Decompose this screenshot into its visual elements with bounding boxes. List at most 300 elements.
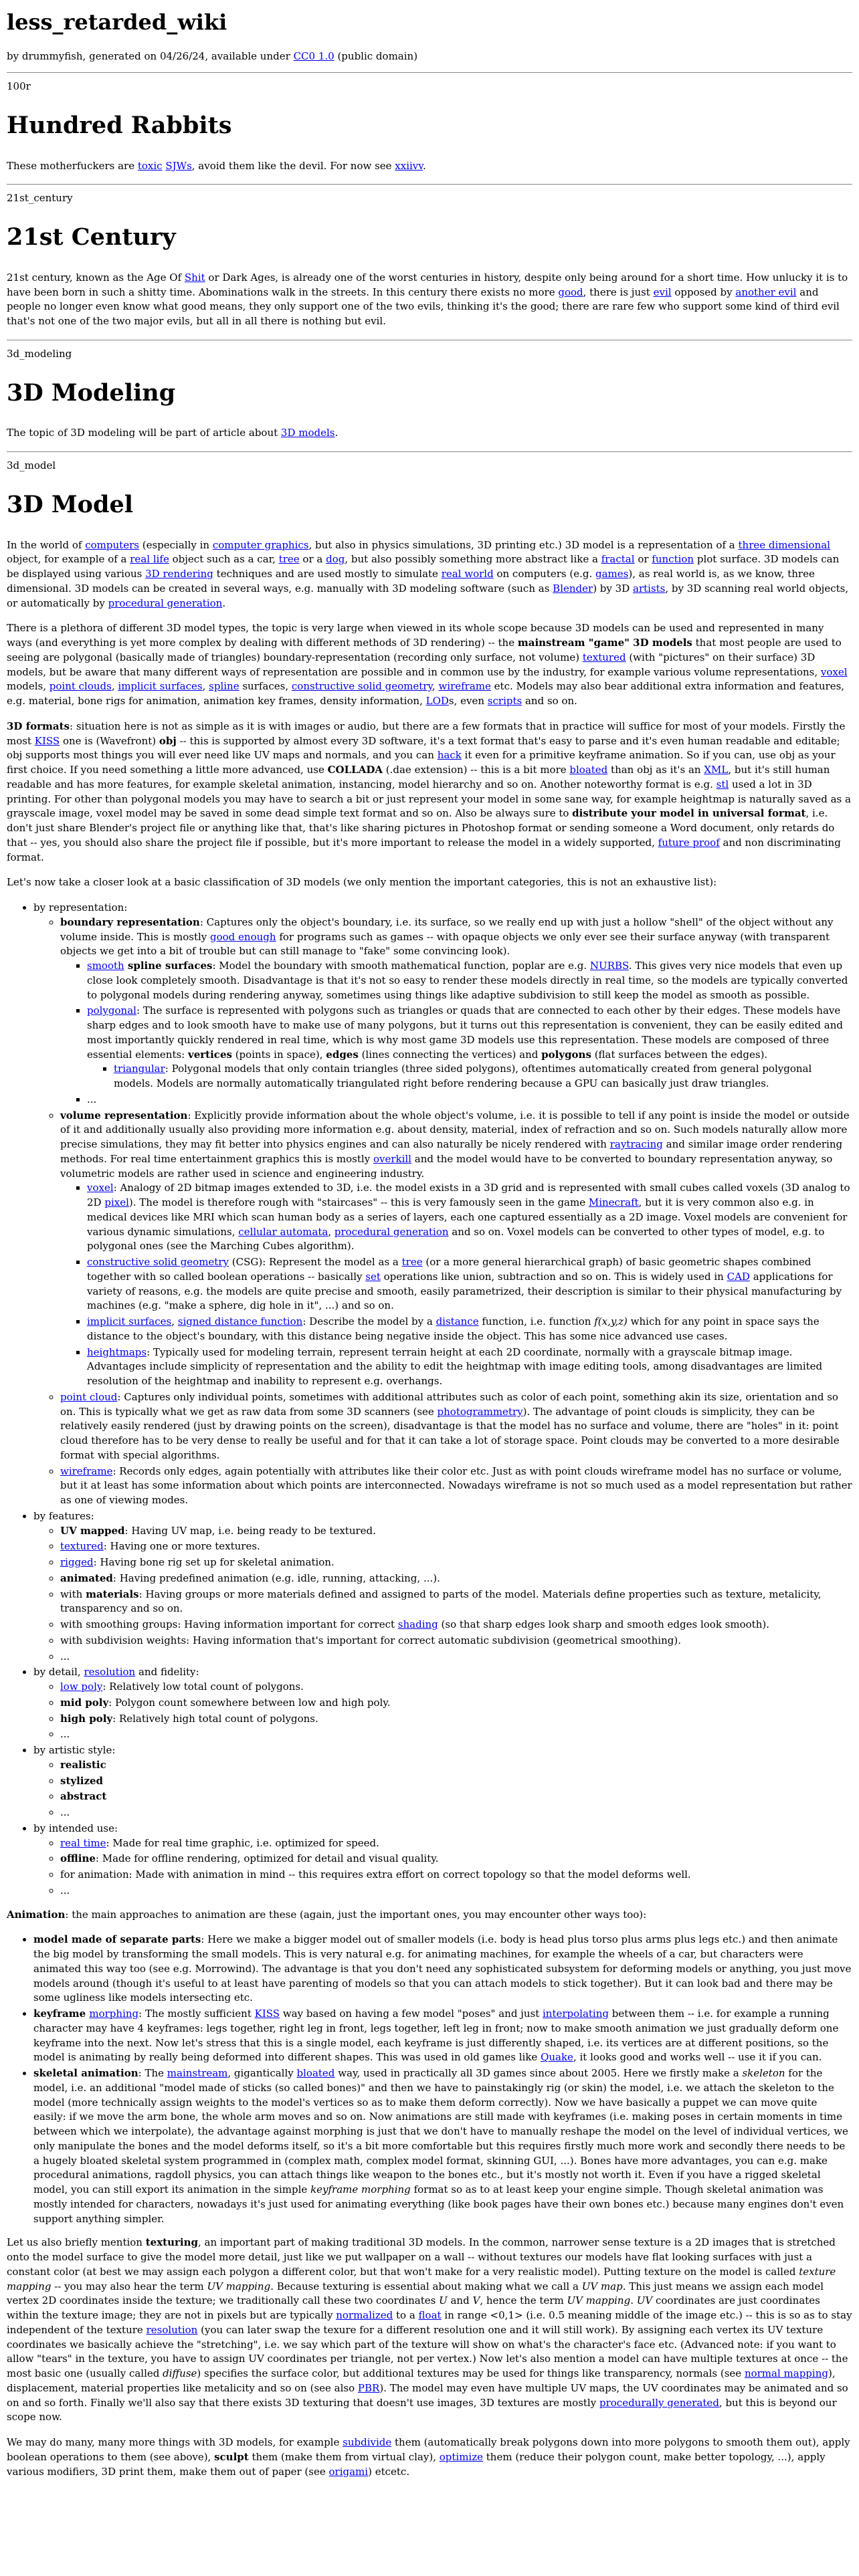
- link-nurbs[interactable]: NURBS: [589, 960, 629, 972]
- final-paragraph: [7, 2436, 852, 2479]
- bold-text: distribute your model in universal format: [572, 807, 806, 820]
- link-quake[interactable]: Quake: [541, 2051, 573, 2064]
- animation-intro: [7, 1908, 852, 1923]
- italic-text: UV mapping: [207, 2280, 271, 2292]
- italic-text: UV: [636, 2294, 653, 2307]
- sub-list: [33, 1758, 852, 1820]
- text: , but also in physics simulations, 3D printing etc.) 3D model is a representation of a: [308, 538, 739, 551]
- divider: [7, 72, 852, 73]
- italic-text: UV mapping: [567, 2294, 631, 2307]
- text: 21st century, known as the Age Of: [7, 271, 185, 284]
- text: one is (Wavefront): [60, 734, 159, 747]
- link-bloated[interactable]: bloated: [569, 764, 608, 776]
- text: object such as a car,: [169, 553, 279, 566]
- text: which for any point in space says the distance to the object's boundary, with this distance being negative inside the object. This has some nice advanced use cases.: [87, 1315, 820, 1342]
- text: ,: [432, 680, 439, 693]
- text: : Relatively high total count of polygons.: [112, 1712, 318, 1725]
- link-3d-rendering[interactable]: 3D rendering: [145, 568, 213, 580]
- sub-list: [87, 1062, 852, 1091]
- text: for the model, i.e. an additional "model made of sticks (so called bones)" and then we have to painstakingly rig (or skin) the model, i.e. we attach the skeleton to the model (more technically assign weights to the model's vertices so as to make them deform correctly). Now we have basically a puppet we can move quite easily: if we move the arm bone, the whole arm moves and so on. Now animations are still made with keyframes (i.e. making poses in certain moments in time between which we interpolate), the advantage against morphing is just that we don't have to manually reshape the model on the level of individual vertices, we only manipulate the bones and the model deforms itself, so it's a bit more comfortable but this requires firstly much more work and secondly there needs to be a hugely bloated skeletal system programmed in (complex math, complex model format, skinning GUI, ...). Bones have more advantages, you can e.g. make procedural animations, ragdoll physics, you can attach things like weapon to the bones etc., but it's mostly not worth it. Even if you have a rigged skeletal model, you can still export its animation in the simple: [33, 2067, 848, 2196]
- link-low-poly[interactable]: low poly: [60, 1681, 103, 1693]
- list-item: [87, 1181, 852, 1254]
- list-item: [60, 1852, 852, 1866]
- link-pixel[interactable]: pixel: [104, 1196, 129, 1209]
- link-xxiivv[interactable]: xxiivv: [395, 159, 423, 172]
- text: , gigantically: [227, 2067, 297, 2080]
- list-item: [60, 1539, 852, 1554]
- italic-text: U: [439, 2294, 448, 2307]
- sub-list: [60, 1181, 852, 1389]
- article-title-3d-modeling: 3D Modeling: [7, 379, 176, 407]
- link-signed-distance-function[interactable]: signed distance function: [177, 1315, 303, 1328]
- text: : Typically used for modeling terrain, represent terrain height at each 2D coordinate, normally with a grayscale bitmap image. Advantages include simplicity of representation and the ability to edit the heightmap with image editing tools, among disadvantages are limited resolution of the heightmap and inability to represent e.g. overhangs.: [87, 1346, 823, 1388]
- bold-text: animated: [60, 1572, 113, 1584]
- link-future-proof[interactable]: future proof: [658, 836, 720, 849]
- list-item: [60, 1524, 852, 1539]
- bold-text: obj: [159, 734, 177, 747]
- link-origami[interactable]: origami: [328, 2465, 369, 2478]
- text: , it looks good and works well -- use it if you can.: [573, 2051, 822, 2064]
- list-label: by artistic style:: [33, 1744, 116, 1757]
- link-three-dimensional[interactable]: three dimensional: [738, 538, 830, 551]
- link-pbr[interactable]: PBR: [357, 2381, 380, 2394]
- article-title-21st-century: 21st Century: [7, 223, 176, 251]
- text: : Explicitly provide information about the whole object's volume, i.e. it is possible to tell if any point is inside the model or outside of it and additionally usually also providing more information e.g. about density, material, index of refraction and so on. Such models naturally allow more precise simulations, they may fit better into physics engines and can also naturally be nicely rendered with: [60, 1109, 850, 1151]
- modeling-paragraph: [7, 426, 852, 441]
- text: There is a plethora of different 3D model types, the topic is very large when viewed in its whole scope because 3D models can be used and represented in many ways (and everything is yet more complex by dealing with different methods of 3D rendering) -- the: [7, 622, 824, 649]
- text: , an important part of making traditional 3D models. In the common, narrower sense texture is a 2D images that is stretched onto the model surface to give the model more detail, just like we put wallpaper on a wall -- without textures our models have flat looking surfaces with just a constant color (at best we may assign each polygon a different color, but that won't make for a very realistic model). Putting texture on the model is called: [7, 2236, 836, 2278]
- link-hack[interactable]: hack: [437, 749, 462, 762]
- text: format so as to at least keep your engine simple. Though skeletal animation was mostly intended for characters, nowadays it's just used for animating everything (like book pages have their own bones etc.) because many engines don't even support anything simpler.: [33, 2183, 844, 2225]
- text: : Made for offline rendering, optimized for detail and visual quality.: [95, 1852, 439, 1865]
- link-kiss[interactable]: KISS: [34, 734, 60, 747]
- text: , but also possibly something more abstract like a: [345, 553, 601, 566]
- century-paragraph: [7, 271, 852, 329]
- text: , hence the term: [480, 2294, 567, 2307]
- bold-text: abstract: [60, 1790, 107, 1803]
- link-kiss-2[interactable]: KISS: [254, 2008, 280, 2020]
- file-name-3d-model: 3d_model: [7, 459, 56, 472]
- text: Let us also briefly mention: [7, 2236, 146, 2249]
- sub-list: [33, 1836, 852, 1899]
- list-item: [33, 2066, 852, 2226]
- text: applications for variety of reasons, e.g. the models are quite precise and smooth, easily parametrized, their description is similar to their physical manufacturing by machines (e.g. "make a sphere, dig hole in it", ...) and so on.: [87, 1270, 842, 1312]
- ellipsis: ...: [87, 1093, 97, 1105]
- link-resolution-2[interactable]: resolution: [146, 2323, 198, 2336]
- text: : Having groups or more materials defined and assigned to parts of the model. Materials define properties such as texture, metalicity, transparency and so on.: [60, 1588, 822, 1615]
- bold-text: edges: [326, 1048, 359, 1061]
- animation-list: [7, 1933, 852, 2226]
- text: ). The model may even have multiple UV maps, the UV coordinates may be animated and so on and so forth. Finally we'll also say that there exists 3D texturing that doesn't use images, 3D textures are mostly: [7, 2381, 848, 2409]
- page: [0, 7, 859, 2479]
- text: and non discriminating format.: [7, 836, 841, 863]
- list-item: [87, 959, 852, 1002]
- text: : Polygon count somewhere between low and high poly.: [108, 1696, 391, 1709]
- link-normal-mapping[interactable]: normal mapping: [744, 2367, 828, 2380]
- link-textured[interactable]: textured: [582, 651, 626, 663]
- link-subdivide[interactable]: subdivide: [343, 2436, 392, 2449]
- license-link[interactable]: CC0 1.0: [293, 50, 335, 63]
- text: with smoothing groups: Having information important for correct: [60, 1618, 398, 1631]
- link-lod[interactable]: LOD: [425, 695, 449, 708]
- list-label: by features: [33, 1509, 91, 1522]
- text: models,: [7, 680, 50, 693]
- text: , i.e. don't just share Blender's project file or anything like that, that's like sharing pictures in Photoshop format or sending someone a Word document, only retards do that -- yes, you should also share the project file if possible, but it's more important to release the model in a widely supported,: [7, 807, 835, 849]
- italic-text: diffuse: [163, 2367, 197, 2380]
- text: surfaces,: [239, 680, 292, 693]
- link-smooth[interactable]: smooth: [87, 960, 124, 972]
- text: -- this is supported by almost every 3D software, it's a text format that's easy to parse and it's even human readable and editable; obj supports most things you will ever need like UV maps and normals, and you can: [7, 734, 840, 762]
- link-point-cloud[interactable]: point cloud: [60, 1390, 118, 1403]
- bold-text: texturing: [145, 2236, 198, 2249]
- text: ), displacement, material properties like metalicity and so on (see also: [7, 2367, 836, 2394]
- text: than obj as it's an: [607, 764, 704, 776]
- link-good[interactable]: good: [558, 286, 583, 298]
- divider: [7, 451, 852, 452]
- link-games[interactable]: games: [595, 568, 629, 580]
- link-tree-2[interactable]: tree: [401, 1256, 423, 1269]
- link-heightmaps[interactable]: heightmaps: [87, 1346, 147, 1358]
- text: , avoid them like the devil. For now see: [191, 159, 395, 172]
- link-polygonal[interactable]: polygonal: [87, 1004, 136, 1017]
- generated-text: by drummyfish, generated on 04/26/24, available under: [7, 50, 294, 63]
- model-classification-intro: Let's now take a closer look at a basic classification of 3D models (we only mention the important categories, this is not an exhaustive list):: [7, 876, 717, 889]
- text: ,: [171, 1315, 178, 1328]
- list-item: [60, 1696, 852, 1711]
- list-item: [60, 1790, 852, 1804]
- link-procedurally-generated[interactable]: procedurally generated: [599, 2396, 719, 2409]
- list-item: [60, 1758, 852, 1773]
- link-shading[interactable]: shading: [397, 1618, 438, 1631]
- list-item: [60, 1774, 852, 1789]
- text: to a: [393, 2309, 419, 2322]
- text: ) by 3D: [593, 582, 633, 595]
- link-set[interactable]: set: [365, 1270, 381, 1283]
- text: : Describe the model by a: [302, 1315, 436, 1328]
- text: by detail,: [33, 1666, 84, 1679]
- link-raytracing[interactable]: raytracing: [609, 1138, 663, 1151]
- link-shit[interactable]: Shit: [184, 271, 205, 284]
- bold-text: offline: [60, 1852, 96, 1865]
- text: ). The model is therefore rough with "staircases" -- this is very famously seen in the game: [128, 1196, 589, 1209]
- text: The topic of 3D modeling will be part of article about: [7, 427, 281, 439]
- bold-text: skeletal animation: [33, 2067, 138, 2080]
- text: and so on.: [522, 695, 577, 708]
- link-procedural-generation-2[interactable]: procedural generation: [334, 1225, 449, 1238]
- text: and fidelity:: [135, 1666, 199, 1679]
- list-item: ◦ for animation: Made with animation in mind -- this requires extra effort on correct topology so that the model deforms well.: [60, 1868, 852, 1883]
- texturing-paragraph: [7, 2236, 852, 2425]
- text: : Captures only individual points, sometimes with additional attributes such as color of each point, something akin its size, orientation and so on. This is typically what we get as raw data from some 3D scanners (see: [60, 1390, 838, 1418]
- italic-text: texture mapping: [7, 2265, 836, 2292]
- text: : Polygonal models that only contain triangles (three sided polygons), oftentimes automatically created from general polygonal models. Models are normally automatically triangulated right before rendering because a GPU can basically just draw triangles.: [114, 1063, 812, 1090]
- link-sjws[interactable]: SJWs: [165, 159, 192, 172]
- link-implicit-surfaces-2[interactable]: implicit surfaces: [87, 1315, 172, 1328]
- text: -- you may also hear the term: [51, 2280, 207, 2292]
- text: (so that sharp edges look sharp and smooth edges look smooth).: [438, 1618, 769, 1631]
- link-resolution[interactable]: resolution: [84, 1666, 136, 1679]
- bold-text: stylized: [60, 1774, 104, 1787]
- text: , but it is very common also e.g. in medical devices like MRI which scan human body as a series of layers, each one captured essentially as a 2D image. Voxel models are convenient for various dynamic simulations,: [87, 1196, 848, 1238]
- link-cad[interactable]: CAD: [727, 1270, 750, 1283]
- text: s, even: [448, 695, 488, 708]
- text: (.dae extension) -- this is a bit more: [383, 764, 570, 776]
- text: : situation here is not as simple as it is with images or audio, but there are a few formats that in practice will suffice for most of your models. Firstly the most: [7, 720, 846, 747]
- link-voxel-item[interactable]: voxel: [87, 1182, 114, 1194]
- link-optimize[interactable]: optimize: [439, 2450, 483, 2463]
- text: way based on having a few model "poses" and just: [280, 2008, 543, 2020]
- link-stl[interactable]: stl: [716, 778, 729, 790]
- text: ), as real world is, as we know, three dimensional. 3D models can be created in several ways, e.g. manually with 3D modeling software (such as: [7, 568, 815, 595]
- list-item: [33, 1933, 852, 2006]
- text: and the model would have to be converted to boundary representation anyway, so volumetric models are rather used in science and engineering industry.: [60, 1152, 833, 1180]
- text: ,: [111, 680, 118, 693]
- list-item: [60, 1712, 852, 1727]
- link-photogrammetry[interactable]: photogrammetry: [437, 1405, 523, 1418]
- text: : Model the boundary with smooth mathematical function, poplar are e.g.: [212, 960, 590, 972]
- link-toxic[interactable]: toxic: [137, 159, 163, 172]
- text: plot surface. 3D models can be displayed using various: [7, 553, 840, 580]
- link-dog[interactable]: dog: [326, 553, 345, 566]
- bold-text: polygons: [541, 1048, 591, 1061]
- text: opposed by: [671, 286, 736, 298]
- link-normalized[interactable]: normalized: [336, 2309, 393, 2322]
- link-voxel[interactable]: voxel: [820, 665, 848, 678]
- text: way, used in practically all 3D games since about 2005. Here we firstly make a: [335, 2067, 743, 2080]
- text: between them -- i.e. for example a running character may have 4 keyframes: legs together, right leg in front, legs together, left leg in front; now to make smooth animation we just gradually deform one keyframe into the next. Now let's stress that this is a single model, each keyframe is just differently shaped, i.e. its vertices are at different positions, so the model is animating by really being deformed into different shapes. This was used in old games like: [33, 2008, 839, 2064]
- link-another-evil[interactable]: another evil: [735, 286, 797, 298]
- text: them (automatically break polygons down into more polygons to smooth them out), apply boolean operations to them (see above),: [7, 2436, 850, 2463]
- text: In the world of: [7, 538, 86, 551]
- text: (you can later swap the texure for a different resolution one and it will still work). By assigning each vertex its UV texture coordinates we basically achieve the "stretching", i.e. we say which part of the texture will show on what's the character's face etc. (Advanced note: if you want to allow "tears" in the texture, you have to assign UV coordinates per triangle, not per vertex.) Now let's also mention a model can have multiple textures at once -- the most basic one (usually called: [7, 2323, 848, 2380]
- text: : Having predefined animation (e.g. idle, running, attacking, ...).: [112, 1572, 440, 1584]
- list-item: [114, 1062, 852, 1091]
- link-rigged[interactable]: rigged: [60, 1556, 94, 1569]
- text: or Dark Ages, is already one of the worst centuries in history, despite only being around for a short time. How unlucky it is to have been born in such a shitty time. Abominations walk in the streets. In this century there exists no more: [7, 271, 848, 298]
- text: .: [630, 2294, 637, 2307]
- list-item: ◦ ...: [60, 1884, 852, 1899]
- text: and similar image order rendering methods. For real time entertainment graphics this is mostly: [60, 1138, 843, 1165]
- bold-text: realistic: [60, 1758, 106, 1771]
- text: : Made for real time graphic, i.e. optimized for speed.: [106, 1836, 379, 1849]
- text: and people no longer even know what good means, they only support one of the two evils, thinking it's the good; there are rare few who support some kind of third evil that's not one of the two major evils, but all in all there is nothing but evil.: [7, 286, 840, 328]
- bold-text: model made of separate parts: [33, 1933, 201, 1946]
- text: : Relatively low total count of polygons.: [102, 1681, 304, 1693]
- text: it even for a primitive keyframe animation. So if you can, use obj as your first choice. If you need something a little more advanced, use: [7, 749, 836, 776]
- link-interpolating[interactable]: interpolating: [543, 2008, 609, 2020]
- bold-text: sculpt: [214, 2450, 249, 2463]
- hundred-paragraph: [7, 159, 852, 174]
- italic-text: V: [472, 2294, 480, 2307]
- text: coordinates are just coordinates within the texture image; they are not in pixels but are typically: [7, 2294, 820, 2322]
- list-item: [60, 1572, 852, 1586]
- bold-text: Animation: [7, 1908, 66, 1921]
- text: , but it's still human readable and has more features, for example skeletal animation, instancing, model hierarchy and so on. Another noteworthy format is e.g.: [7, 764, 830, 790]
- list-item: [60, 1836, 852, 1851]
- list-item: [33, 1665, 852, 1742]
- list-item: [60, 1618, 852, 1632]
- text: : Analogy of 2D bitmap images extended to 3D, i.e. the model exists in a 3D grid and is represented with small cubes called voxels (3D analog to 2D: [87, 1182, 850, 1209]
- text: (especially in: [138, 538, 213, 551]
- sub-list: [33, 916, 852, 1508]
- list-item: [60, 1680, 852, 1695]
- text: for programs such as games -- with opaque objects we only ever see their surface anyway (with transparent objects we get into a bit of trouble but can still manage to "fake" some convincing look).: [60, 930, 830, 958]
- text: etc. Models may also bear additional extra information and features, e.g. material, bone rigs for animation, animation key frames, density information,: [7, 680, 845, 708]
- text: (points in space),: [231, 1048, 326, 1061]
- link-morphing[interactable]: morphing: [89, 2008, 139, 2020]
- link-spline[interactable]: spline: [209, 680, 240, 693]
- list-item: [60, 916, 852, 1107]
- text: : Records only edges, again potentially with attributes like their color etc. Just as with point clouds wireframe model has no surface or volume, but it at least has some information about which points are interconnected. Nowadays wireframe is not so much used as a model representation but rather as one of viewing modes.: [60, 1465, 852, 1507]
- list-item: [87, 1315, 852, 1344]
- text: techniques and are used mostly to simulate: [213, 568, 442, 580]
- text: ) etcetc.: [368, 2465, 410, 2478]
- bold-text: boundary representation: [60, 916, 200, 928]
- italic-text: skeleton: [742, 2067, 785, 2080]
- text: (with "pictures" on their surface) 3D models, but be aware that many different ways of representation are possible and in common use by the industry, for example various volume representations,: [7, 651, 821, 678]
- list-item: [60, 1465, 852, 1508]
- link-artists[interactable]: artists: [633, 582, 666, 595]
- link-real-life[interactable]: real life: [130, 553, 169, 566]
- bold-text: COLLADA: [327, 764, 383, 776]
- italic-text: f(x,y,z): [594, 1315, 628, 1328]
- link-function[interactable]: function: [652, 553, 694, 566]
- list-item: [87, 1004, 852, 1091]
- text: ) specifies the surface color, but additional textures may be used for things like transparency, normals (see: [197, 2367, 745, 2380]
- link-computers[interactable]: computers: [85, 538, 139, 551]
- bold-text: materials: [86, 1588, 139, 1600]
- text: and so on. Voxel models can be converted to other types of model, e.g. to polygonal ones (see the Marching Cubes algorithm).: [87, 1225, 825, 1253]
- text: . This just means we assign each model vertex 2D coordinates inside the texture; we traditionally call these two coordinates: [7, 2280, 824, 2307]
- list-item: [87, 1255, 852, 1313]
- bold-text: surfaces: [161, 960, 213, 972]
- file-name-3d-modeling: 3d_modeling: [7, 347, 72, 360]
- list-item: [60, 1555, 852, 1570]
- link-overkill[interactable]: overkill: [373, 1152, 411, 1165]
- link-minecraft[interactable]: Minecraft: [588, 1196, 639, 1209]
- text: : The: [138, 2067, 167, 2080]
- site-title: less_retarded_wiki: [7, 9, 227, 35]
- link-triangular[interactable]: triangular: [114, 1063, 165, 1075]
- text: ,: [328, 1225, 335, 1238]
- text: and: [447, 2294, 473, 2307]
- list-item: [33, 1822, 852, 1899]
- list-item: [60, 1109, 852, 1389]
- link-3d-models[interactable]: 3D models: [280, 427, 335, 439]
- text: . Because texturing is essential about making what we call a: [270, 2280, 582, 2292]
- link-wireframe-2[interactable]: wireframe: [60, 1465, 113, 1477]
- link-tree[interactable]: tree: [278, 553, 300, 566]
- model-formats-paragraph: [7, 720, 852, 865]
- link-procedural-generation[interactable]: procedural generation: [108, 597, 223, 609]
- list-label: by representation: [33, 901, 124, 914]
- text: on computers (e.g.: [493, 568, 596, 580]
- list-item: • by representation: ◦ boundary representation: Captures only the object's boundary, i.e. its surface, so we really end up with just a hollow "shell" of the object without any volume inside. This is mostly good enough for programs such as games -- with opaque objects we only ever see their surface anyway (with transparent objects we get into a bit of trouble but can still manage to "fake" some convincing look). ▪ smooth spline surfaces: Model the boundary with smooth mathematical function, poplar are e.g. NURBS. This gives very nice models that even up close look completely smooth. Disadvantage is that it's not so easy to render these models directly in real time, so the models are typically converted to polygonal models during rendering anyway, sometimes using things like adaptive subdivision to still keep the model as smooth as possible. ▪ polygonal: The surface is represented with polygons such as triangles or quads that are connected to each other by their edges. These models have sharp edges and to look smooth have to make use of many polygons, but it turns out this representation is convenient, they can be easily edited and most importantly quickly rendered in real time, which is why most game 3D models use this representation. These models are composed of three essential elements: vertices (points in space), edges (lines connecting the vertices) and polygons (flat surfaces between the edges). ▪ triangular: Polygonal models that only contain triangles (three sided polygons), oftentimes automatically created from general polygonal models. Models are normally automatically triangulated right before rendering because a GPU can basically just draw triangles. ▪ ... ◦ volume representation: Explicitly provide information about the whole object's volume, i.e. it is possible to tell if any point is inside the model or outside of it and additionally usually also providing more information e.g. about density, material, index of refraction and so on. Such models naturally allow more precise simulations, they may fit better into physics engines and can also naturally be nicely rendered with raytracing and similar image order rendering methods. For real time entertainment graphics this is mostly overkill and the model would have to be converted to boundary representation anyway, so volumetric models are rather used in science and engineering industry. ▪ voxel: Analogy of 2D bitmap images extended to 3D, i.e. the model exists in a 3D grid and is represented with small cubes called voxels (3D analog to 2D pixel). The model is therefore rough with "staircases" -- this is very famously seen in the game Minecraft, but it is very common also e.g. in medical devices like MRI which scan human body as a series of layers, each one captured essentially as a 2D image. Voxel models are convenient for various dynamic simulations, cellular automata, procedural generation and so on. Voxel models can be converted to other types of model, e.g. to polygonal ones (see the Marching Cubes algorithm). ▪ constructive solid geometry (CSG): Represent the model as a tree (or a more general hierarchical graph) of basic geometric shapes combined together with so called boolean operations -- basically set operations like union, subtraction and so on. This is widely used in CAD applications for variety of reasons, e.g. the models are quite precise and smooth, easily parametrized, their description is similar to their physical manufacturing by machines (e.g. "make a sphere, dig hole in it", ...) and so on. ▪ implicit surfaces, signed distance function: Describe the model by a distance function, i.e. function f(x,y,z) which for any point in space says the distance to the object's boundary, with this distance being negative inside the object. This has some nice advanced use cases. ▪ heightmaps: Typically used for modeling terrain, represent terrain height at each 2D coordinate, normally with a grayscale bitmap image. Advantages include simplicity of representation and the ability to edit the heightmap with image editing tools, among disadvantages are limited resolution of the heightmap and inability to represent e.g. overhangs. ◦ point cloud: Captures only individual points, sometimes with additional attributes such as color of each point, something akin its size, orientation and so on. This is typically what we get as raw data from some 3D scanners (see photogrammetry). The advantage of point clouds is simplicity, they can be relatively easily rendered (just by drawing points on the screen), disadvantage is that the model has no surface and volume, there are "holes" in it: point cloud therefore has to be very dense to really be useful and for that it can take a lot of storage space. Point clouds may be converted to a more desirable format with special algorithms. ◦ wireframe: Records only edges, again potentially with attributes like their color etc. Just as with point clouds wireframe model has no surface or volume, but it at least has some information about which points are interconnected. Nowadays wireframe is not so much used as a model representation but rather as one of viewing modes.: [33, 901, 852, 1508]
- link-evil[interactable]: evil: [653, 286, 672, 298]
- text: : Having bone rig set up for skeletal animation.: [93, 1556, 335, 1569]
- link-csg[interactable]: constructive solid geometry: [87, 1256, 229, 1269]
- bold-text: spline: [124, 960, 162, 972]
- text: : Having one or more textures.: [103, 1540, 260, 1553]
- italic-text: keyframe morphing: [310, 2183, 411, 2196]
- link-computer-graphics[interactable]: computer graphics: [212, 538, 309, 551]
- generated-line: [7, 49, 852, 64]
- bold-text: mid poly: [60, 1696, 109, 1709]
- bold-text: high poly: [60, 1712, 113, 1725]
- link-fractal[interactable]: fractal: [601, 553, 635, 566]
- text: (or a more general hierarchical graph) of basic geometric shapes combined together with so called boolean operations -- basically: [87, 1256, 812, 1283]
- bold-text: mainstream "game" 3D models: [517, 637, 692, 649]
- link-xml[interactable]: XML: [704, 764, 729, 776]
- list-item: [33, 1743, 852, 1820]
- link-float[interactable]: float: [418, 2309, 442, 2322]
- text: operations like union, subtraction and so on. This is widely used in: [380, 1270, 727, 1283]
- article-title-3d-model: 3D Model: [7, 490, 134, 518]
- sub-list: [33, 1524, 852, 1665]
- link-implicit-surfaces[interactable]: implicit surfaces: [118, 680, 203, 693]
- text: : Having UV map, i.e. being ready to be textured.: [124, 1524, 376, 1537]
- divider: [7, 184, 852, 185]
- text: them (reduce their polygon count, make better topology, ...), apply various modifiers, 3D print them, make them out of paper (see: [7, 2450, 826, 2478]
- list-item: [87, 1346, 852, 1389]
- classification-list: [7, 901, 852, 1899]
- text: or a: [299, 553, 326, 566]
- list-item: ◦ ...: [60, 1806, 852, 1820]
- link-cellular-automata[interactable]: cellular automata: [238, 1225, 328, 1238]
- text: them (make them from virtual clay),: [248, 2450, 440, 2463]
- link-wireframe[interactable]: wireframe: [438, 680, 491, 693]
- link-constructive-solid-geometry[interactable]: constructive solid geometry: [291, 680, 432, 693]
- bold-text: vertices: [188, 1048, 232, 1061]
- text: .: [422, 159, 426, 172]
- link-real-world[interactable]: real world: [441, 568, 494, 580]
- link-point-clouds[interactable]: point clouds: [49, 680, 112, 693]
- text: ). The advantage of point clouds is simplicity, they can be relatively easily rendered (just by drawing points on the screen), disadvantage is that the model has no surface and volume, there are "holes" in it: point cloud therefore has to be very dense to really be useful and for that it can take a lot of storage space. Point clouds may be converted to a more desirable format with special algorithms.: [60, 1405, 840, 1461]
- link-mainstream[interactable]: mainstream: [167, 2067, 228, 2080]
- text: .: [222, 597, 226, 609]
- list-label: by intended use:: [33, 1822, 118, 1834]
- bold-text: UV mapped: [60, 1524, 125, 1537]
- text: These motherfuckers are: [7, 159, 138, 172]
- link-bloated-2[interactable]: bloated: [296, 2067, 335, 2080]
- list-item: [60, 1390, 852, 1463]
- link-scripts[interactable]: scripts: [487, 695, 522, 708]
- generated-text-end: (public domain): [334, 50, 418, 63]
- text: : The mostly sufficient: [138, 2008, 255, 2020]
- list-item: ◦ ...: [60, 1727, 852, 1742]
- text: : Captures only the object's boundary, i.e. its surface, so we really end up with just a hollow "shell" of the object without any volume inside. This is mostly: [60, 916, 834, 943]
- text: : the main approaches to animation are these (again, just the important ones, you may encounter other ways too):: [65, 1908, 647, 1921]
- italic-text: UV map: [581, 2280, 623, 2292]
- link-real-time[interactable]: real time: [60, 1836, 106, 1849]
- text: (CSG): Represent the model as a: [228, 1256, 402, 1269]
- link-textured-2[interactable]: textured: [60, 1540, 104, 1553]
- text: , there is just: [583, 286, 654, 298]
- link-good-enough[interactable]: good enough: [210, 930, 276, 943]
- list-item: [60, 1588, 852, 1617]
- link-blender[interactable]: Blender: [553, 582, 593, 595]
- text: object, for example of a: [7, 553, 130, 566]
- file-name-100r: 100r: [7, 80, 31, 93]
- text: We may do many, many more things with 3D models, for example: [7, 2436, 343, 2449]
- text: or: [634, 553, 652, 566]
- text: (flat surfaces between the edges).: [591, 1048, 768, 1061]
- text: that most people are used to seeing are polygonal (basically made of triangles) boundary-representation (recording only surface, not volume): [7, 637, 842, 663]
- text: (lines connecting the vertices) and: [358, 1048, 542, 1061]
- link-distance[interactable]: distance: [436, 1315, 479, 1328]
- sub-list: [60, 959, 852, 1107]
- text: , but this is beyond our scope now.: [7, 2396, 837, 2424]
